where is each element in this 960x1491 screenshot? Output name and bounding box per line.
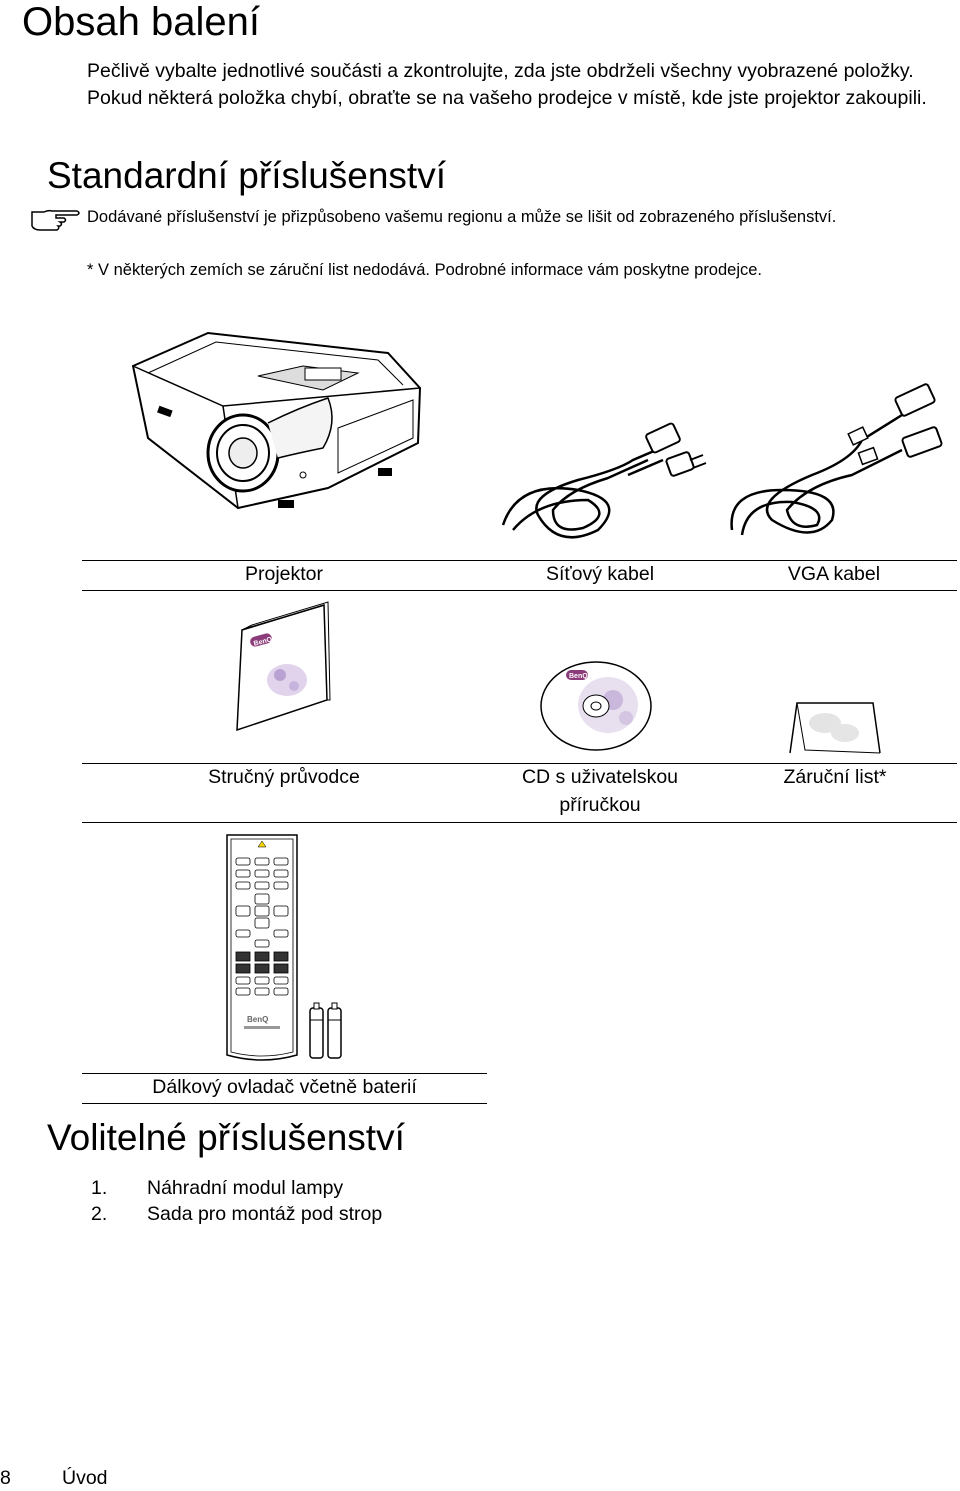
- projector-image: [128, 328, 428, 528]
- row-rule-bottom-3: [82, 1103, 487, 1104]
- page-footer: [0, 1466, 108, 1490]
- caption-cd: [485, 763, 715, 819]
- optional-list: [91, 1175, 382, 1227]
- caption-power-cable: Síťový kabel: [545, 563, 655, 585]
- vga-cable-image: [722, 380, 952, 545]
- quick-guide-image: [232, 600, 337, 735]
- warranty-note: * V některých zemích se záruční list nedodává. Podrobné informace vám poskytne prodejce.: [87, 261, 763, 279]
- page-title: Obsah balení: [22, 0, 260, 44]
- caption-cd-line1: CD s uživatelskou: [521, 766, 679, 788]
- caption-projector: Projektor: [244, 563, 324, 585]
- cd-image: [538, 660, 658, 755]
- remote-logo: BenQ: [247, 1015, 269, 1024]
- caption-warranty-card: Záruční list*: [783, 766, 887, 788]
- warranty-card-image: [785, 698, 885, 758]
- caption-vga-cable: VGA kabel: [787, 563, 881, 585]
- note-text: Dodávané příslušenství je přizpůsobeno vašemu regionu a může se lišit od zobrazeného příslušenství.: [87, 208, 837, 226]
- row-rule-bottom-2: [82, 822, 957, 823]
- row-rule-bottom-1: [82, 590, 957, 591]
- list-number: 2.: [91, 1203, 108, 1225]
- caption-quick-guide: Stručný průvodce: [208, 766, 360, 788]
- caption-remote: Dálkový ovladač včetně baterií: [152, 1076, 417, 1098]
- optional-accessories-heading: Volitelné příslušenství: [47, 1117, 405, 1158]
- power-cable-image: [498, 420, 718, 545]
- section-name: Úvod: [62, 1467, 108, 1489]
- list-label: Náhradní modul lampy: [147, 1177, 344, 1199]
- list-item: [91, 1201, 382, 1227]
- pointing-hand-icon: [30, 204, 82, 234]
- page-number: 8: [0, 1467, 11, 1489]
- list-number: 1.: [91, 1177, 108, 1199]
- cd-logo: BenQ: [569, 673, 588, 680]
- standard-accessories-heading: Standardní příslušenství: [47, 155, 446, 196]
- list-label: Sada pro montáž pod strop: [147, 1203, 383, 1225]
- booklet-logo: BenQ: [253, 636, 273, 648]
- remote-image: [222, 830, 347, 1065]
- intro-paragraph: Pečlivě vybalte jednotlivé součásti a zkontrolujte, zda jste obdrželi všechny vyobrazené položky. Pokud některá položka chybí, obraťte se na vašeho prodejce v místě, kde jste projektor zakoupili.: [87, 60, 927, 109]
- list-item: [91, 1175, 382, 1201]
- caption-cd-line2: příručkou: [559, 794, 641, 816]
